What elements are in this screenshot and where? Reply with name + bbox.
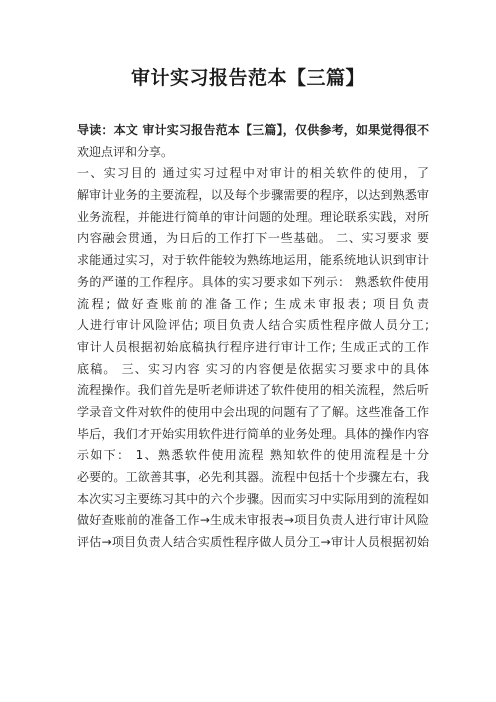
body-text-line: 底稿。 三、实习内容 实习的内容便是依据实习要求中的具体	[77, 361, 429, 376]
body-text-line: 人进行审计风险评估; 项目负责人结合实质性程序做人员分工;	[77, 318, 429, 333]
body-text-line: 欢迎点评和分享。	[77, 144, 174, 159]
body-text-line: 必要的。工欲善其事，必先利其器。流程中包括十个步骤左右，我	[77, 470, 429, 484]
body-text-line: 做好查账前的准备工作→生成未审报表→项目负责人进行审计风险	[77, 513, 429, 528]
body-text-line: 务的严谨的工作程序。具体的实习要求如下列示： 熟悉软件使用	[77, 274, 429, 289]
body-text-line: 评估→项目负责人结合实质性程序做人员分工→审计人员根据初始	[77, 535, 429, 550]
body-text-line: 流程操作。我们首先是听老师讲述了软件使用的相关流程，然后听	[77, 383, 429, 398]
body-text-line: 毕后，我们才开始实用软件进行简单的业务处理。具体的操作内容	[77, 426, 429, 441]
body-text-line: 流程; 做好查账前的准备工作; 生成未审报表; 项目负责	[77, 296, 429, 311]
body-text-line: 示如下： 1、熟悉软件使用流程 熟知软件的使用流程是十分	[77, 448, 429, 463]
body-text-line: 一、实习目的 通过实习过程中对审计的相关软件的使用，了	[77, 166, 429, 181]
body-text-line: 学录音文件对软件的使用中会出现的问题有了了解。这些准备工作	[77, 404, 429, 419]
document-title: 审计实习报告范本【三篇】	[130, 67, 365, 89]
body-text-line: 求能通过实习，对于软件能较为熟练地运用，能系统地认识到审计	[77, 253, 429, 268]
lead-paragraph-line: 导读：本文 审计实习报告范本【三篇】，仅供参考，如果觉得很不	[77, 123, 429, 137]
document-body	[77, 120, 429, 554]
body-text-line: 内容融会贯通，为日后的工作打下一些基础。 二、实习要求 要	[77, 231, 429, 246]
body-text-line: 解审计业务的主要流程，以及每个步骤需要的程序，以达到熟悉审	[77, 188, 429, 203]
body-text-line: 本次实习主要练习其中的六个步骤。因而实习中实际用到的流程如	[77, 491, 429, 506]
body-text-line: 审计人员根据初始底稿执行程序进行审计工作; 生成正式的工作	[77, 339, 429, 354]
body-text-line: 业务流程，并能进行简单的审计问题的处理。理论联系实践，对所	[77, 209, 429, 224]
